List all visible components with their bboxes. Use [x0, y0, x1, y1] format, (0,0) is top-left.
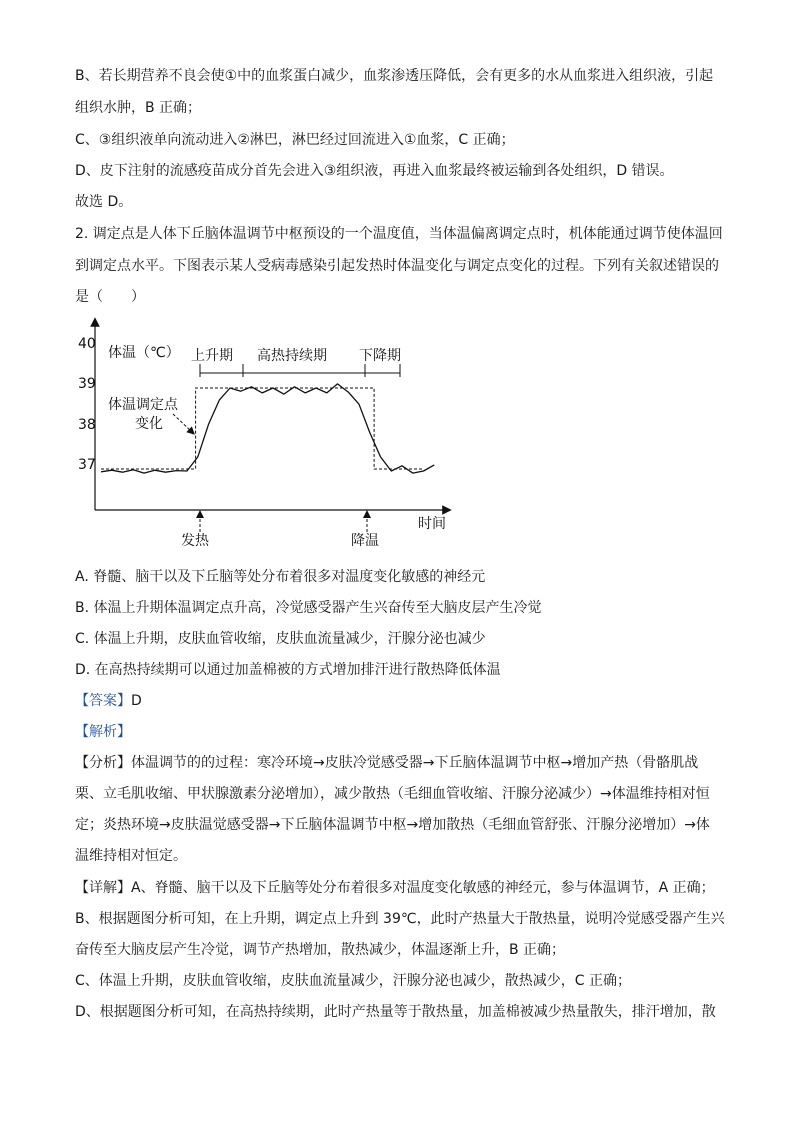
xiangjie-text: A、脊髓、脑干以及下丘脑等处分布着很多对温度变化敏感的神经元，参与体温调节，A 正确； [131, 880, 715, 896]
fenxi-line-2: 栗、立毛肌收缩、甲状腺激素分泌增加），减少散热（毛细血管收缩、汗腺分泌减少）→体温维持相对恒 [75, 786, 710, 802]
analysis-tag: 【解析】 [75, 724, 131, 740]
analysis-heading [75, 722, 725, 742]
setpoint-label: 变化 [135, 416, 163, 432]
answer-value: D [131, 693, 142, 709]
phase-label-fall: 下降期 [359, 348, 401, 364]
option-b: B. 体温上升期体温调定点升高，冷觉感受器产生兴奋传至大脑皮层产生冷觉 [75, 600, 542, 616]
question-line-1: 2. 调定点是人体下丘脑体温调节中枢预设的一个温度值，当体温偏离调定点时，机体能通过调节使体温回 [75, 226, 723, 242]
question-line-3: 是（ ） [75, 289, 145, 305]
xiangjie-line-4: C、体温上升期，皮肤血管收缩，皮肤血流量减少，汗腺分泌也减少，散热减少，C 正确； [75, 973, 631, 989]
option-a: A. 脊髓、脑干以及下丘脑等处分布着很多对温度变化敏感的神经元 [75, 569, 486, 585]
option-c: C. 体温上升期，皮肤血管收缩，皮肤血流量减少，汗腺分泌也减少 [75, 631, 486, 647]
fenxi-line-1 [75, 753, 725, 773]
phase-label-plateau: 高热持续期 [257, 348, 327, 364]
x-axis-label: 时间 [418, 516, 446, 532]
fenxi-line-4: 温维持相对恒定。 [75, 848, 187, 864]
answer-line [75, 691, 725, 711]
prev-explanation-line-3: C、③组织液单向流动进入②淋巴，淋巴经过回流进入①血浆，C 正确； [75, 132, 515, 148]
phase-label-rise: 上升期 [191, 348, 233, 364]
prev-explanation-line-4: D、皮下注射的流感疫苗成分首先会进入③组织液，再进入血浆最终被运输到各处组织，D 错误。 [75, 163, 674, 179]
y-axis-label: 体温（℃） [108, 345, 180, 361]
y-tick-label: 39 [78, 376, 96, 392]
prev-explanation-line-5: 故选 D。 [75, 194, 133, 210]
y-tick-label: 40 [78, 336, 96, 352]
fenxi-tag: 【分析】 [75, 755, 131, 771]
fenxi-text: 体温调节的的过程：寒冷环境→皮肤冷觉感受器→下丘脑体温调节中枢→增加产热（骨骼肌战 [131, 755, 699, 771]
question-line-2: 到调定点水平。下图表示某人受病毒感染引起发热时体温变化与调定点变化的过程。下列有关叙述错误的 [75, 258, 719, 274]
y-tick-label: 37 [78, 457, 96, 473]
xiangjie-line-1 [75, 878, 725, 898]
y-tick-label: 38 [78, 417, 96, 433]
answer-tag: 【答案】 [75, 693, 131, 709]
fenxi-line-3: 定；炎热环境→皮肤温觉感受器→下丘脑体温调节中枢→增加散热（毛细血管舒张、汗腺分泌增加）→体 [75, 817, 710, 833]
option-d: D. 在高热持续期可以通过加盖棉被的方式增加排汗进行散热降低体温 [75, 662, 501, 678]
event-label-cooling: 降温 [351, 533, 379, 549]
setpoint-label: 体温调定点 [108, 397, 178, 413]
temperature-chart [75, 310, 455, 560]
prev-explanation-line-1: B、若长期营养不良会使①中的血浆蛋白减少，血浆渗透压降低，会有更多的水从血浆进入组织液，引起 [75, 68, 714, 84]
setpoint-pointer [173, 414, 192, 432]
temperature-figure [75, 310, 455, 560]
xiangjie-line-2: B、根据题图分析可知，在上升期，调定点上升到 39℃，此时产热量大于散热量，说明冷觉感受器产生兴 [75, 911, 725, 927]
xiangjie-line-5: D、根据题图分析可知，在高热持续期，此时产热量等于散热量，加盖棉被减少热量散失，排汗增加，散 [75, 1004, 716, 1020]
event-label-fever: 发热 [181, 533, 209, 549]
xiangjie-line-3: 奋传至大脑皮层产生冷觉，调节产热增加，散热减少，体温逐渐上升，B 正确； [75, 942, 566, 958]
prev-explanation-line-2: 组织水肿，B 正确； [75, 100, 202, 116]
xiangjie-tag: 【详解】 [75, 880, 131, 896]
